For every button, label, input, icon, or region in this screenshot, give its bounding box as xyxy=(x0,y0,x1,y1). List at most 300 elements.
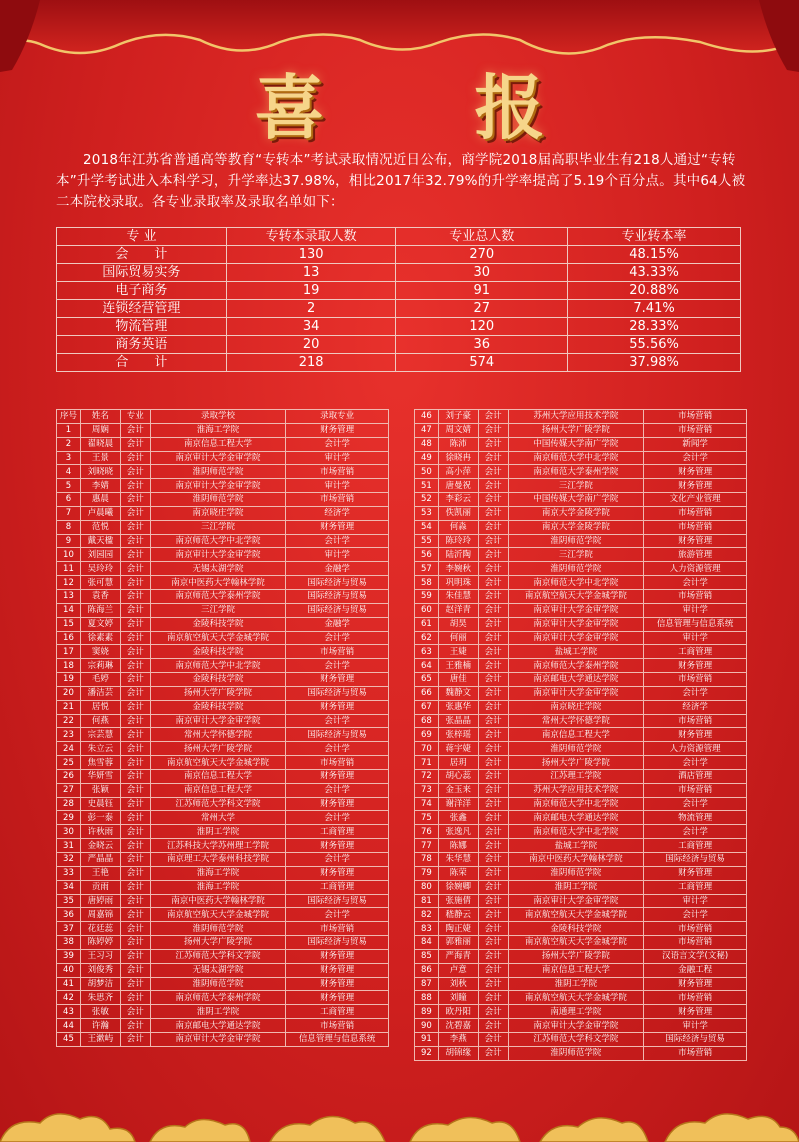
table-row xyxy=(415,506,747,520)
admitted-program: 会计学 xyxy=(286,742,389,756)
student-name: 严海青 xyxy=(438,949,478,963)
student-major: 会计 xyxy=(120,811,150,825)
student-major: 会计 xyxy=(120,977,150,991)
student-name: 张梓瑶 xyxy=(438,728,478,742)
table-row xyxy=(57,548,389,562)
table-row xyxy=(415,479,747,493)
admitted-school: 三江学院 xyxy=(508,548,644,562)
summary-total: 574 xyxy=(396,354,568,372)
student-major: 会计 xyxy=(120,437,150,451)
table-row xyxy=(415,853,747,867)
table-row xyxy=(57,922,389,936)
table-row xyxy=(415,589,747,603)
student-major: 会计 xyxy=(478,506,508,520)
admitted-school: 南京审计大学金审学院 xyxy=(150,714,286,728)
table-row xyxy=(57,645,389,659)
admitted-program: 会计学 xyxy=(644,756,747,770)
admitted-school: 南京中医药大学翰林学院 xyxy=(150,576,286,590)
student-name: 蒋宇婕 xyxy=(438,742,478,756)
student-major: 会计 xyxy=(478,853,508,867)
student-major: 会计 xyxy=(478,949,508,963)
row-number: 19 xyxy=(57,673,81,687)
table-row xyxy=(57,908,389,922)
admitted-program: 汉语言文学(文秘) xyxy=(644,949,747,963)
summary-table xyxy=(56,227,741,372)
student-major: 会计 xyxy=(478,1005,508,1019)
admitted-school: 南京大学金陵学院 xyxy=(508,506,644,520)
student-major: 会计 xyxy=(478,603,508,617)
table-row xyxy=(57,700,389,714)
student-name: 高小萍 xyxy=(438,465,478,479)
admitted-school: 南京审计大学金审学院 xyxy=(150,451,286,465)
admitted-school: 金陵科技学院 xyxy=(150,700,286,714)
student-name: 毛婷 xyxy=(80,673,120,687)
admitted-program: 国际经济与贸易 xyxy=(644,1032,747,1046)
table-row xyxy=(415,797,747,811)
student-major: 会计 xyxy=(120,991,150,1005)
table-row xyxy=(415,783,747,797)
admitted-school: 南京审计大学金审学院 xyxy=(508,631,644,645)
admitted-school: 南京理工大学泰州科技学院 xyxy=(150,853,286,867)
row-number: 67 xyxy=(415,700,439,714)
admitted-school: 淮阴工学院 xyxy=(508,880,644,894)
student-major: 会计 xyxy=(478,534,508,548)
table-row xyxy=(57,534,389,548)
student-name: 王雅楠 xyxy=(438,659,478,673)
table-row xyxy=(415,437,747,451)
admitted-program: 会计学 xyxy=(286,659,389,673)
student-name: 居悦 xyxy=(80,700,120,714)
summary-major: 商务英语 xyxy=(57,336,227,354)
table-row xyxy=(57,479,389,493)
student-major: 会计 xyxy=(478,548,508,562)
admitted-school: 淮阴工学院 xyxy=(150,825,286,839)
table-row xyxy=(415,562,747,576)
admitted-program: 会计学 xyxy=(286,534,389,548)
admitted-school: 盐城工学院 xyxy=(508,839,644,853)
admitted-program: 人力资源管理 xyxy=(644,742,747,756)
student-major: 会计 xyxy=(478,742,508,756)
row-number: 84 xyxy=(415,936,439,950)
admitted-program: 工商管理 xyxy=(286,825,389,839)
student-name: 李彩云 xyxy=(438,493,478,507)
admitted-program: 财务管理 xyxy=(644,534,747,548)
curtain-decoration xyxy=(0,0,799,72)
admitted-school: 南京审计大学金审学院 xyxy=(508,603,644,617)
admitted-school: 南京中医药大学翰林学院 xyxy=(508,853,644,867)
student-name: 潘洁芸 xyxy=(80,686,120,700)
student-name: 刘俊秀 xyxy=(80,963,120,977)
student-major: 会计 xyxy=(478,686,508,700)
row-number: 48 xyxy=(415,437,439,451)
table-row xyxy=(57,783,389,797)
admitted-program: 市场营销 xyxy=(644,922,747,936)
student-major: 会计 xyxy=(120,936,150,950)
student-major: 会计 xyxy=(120,659,150,673)
student-name: 李婧 xyxy=(80,479,120,493)
student-major: 会计 xyxy=(478,493,508,507)
row-number: 59 xyxy=(415,589,439,603)
admitted-program: 审计学 xyxy=(644,1019,747,1033)
admitted-school: 金陵科技学院 xyxy=(150,673,286,687)
title-char-2: 报 xyxy=(474,66,545,149)
row-number: 78 xyxy=(415,853,439,867)
student-name: 王艳 xyxy=(80,866,120,880)
student-major: 会计 xyxy=(478,880,508,894)
row-number: 68 xyxy=(415,714,439,728)
admitted-program: 物流管理 xyxy=(644,811,747,825)
admitted-program: 会计学 xyxy=(286,853,389,867)
table-row xyxy=(415,894,747,908)
row-number: 42 xyxy=(57,991,81,1005)
student-major: 会计 xyxy=(120,894,150,908)
student-major: 会计 xyxy=(478,479,508,493)
student-name: 居玥 xyxy=(438,756,478,770)
student-major: 会计 xyxy=(120,949,150,963)
table-row xyxy=(415,742,747,756)
table-row xyxy=(415,576,747,590)
admitted-program: 市场营销 xyxy=(644,714,747,728)
table-row xyxy=(57,714,389,728)
table-row xyxy=(57,1032,389,1046)
row-number: 57 xyxy=(415,562,439,576)
student-name: 张惠华 xyxy=(438,700,478,714)
student-name: 欧丹阳 xyxy=(438,1005,478,1019)
student-major: 会计 xyxy=(120,562,150,576)
student-name: 何淼 xyxy=(438,520,478,534)
student-major: 会计 xyxy=(478,589,508,603)
student-name: 范悦 xyxy=(80,520,120,534)
summary-major: 国际贸易实务 xyxy=(57,264,227,282)
admitted-program: 财务管理 xyxy=(286,963,389,977)
admitted-school: 扬州大学广陵学院 xyxy=(508,949,644,963)
student-name: 陈荣 xyxy=(438,866,478,880)
row-number: 70 xyxy=(415,742,439,756)
admitted-program: 市场营销 xyxy=(644,1046,747,1060)
row-number: 74 xyxy=(415,797,439,811)
table-row xyxy=(415,963,747,977)
student-major: 会计 xyxy=(478,423,508,437)
admitted-school: 南京信息工程大学 xyxy=(150,437,286,451)
table-row xyxy=(57,866,389,880)
admitted-school: 淮阴师范学院 xyxy=(150,493,286,507)
admitted-school: 扬州大学广陵学院 xyxy=(150,936,286,950)
list-header-major: 专业 xyxy=(120,410,150,424)
admitted-school: 南京航空航天大学金城学院 xyxy=(150,631,286,645)
student-major: 会计 xyxy=(478,783,508,797)
cloud-decoration xyxy=(0,1105,799,1142)
row-number: 62 xyxy=(415,631,439,645)
admitted-program: 审计学 xyxy=(286,548,389,562)
row-number: 56 xyxy=(415,548,439,562)
row-number: 7 xyxy=(57,506,81,520)
admitted-program: 审计学 xyxy=(286,451,389,465)
student-name: 赵洋青 xyxy=(438,603,478,617)
student-major: 会计 xyxy=(120,853,150,867)
admitted-school: 南通理工学院 xyxy=(508,1005,644,1019)
row-number: 58 xyxy=(415,576,439,590)
student-name: 窦娆 xyxy=(80,645,120,659)
student-major: 会计 xyxy=(120,589,150,603)
row-number: 27 xyxy=(57,783,81,797)
student-name: 巩明珠 xyxy=(438,576,478,590)
row-number: 80 xyxy=(415,880,439,894)
table-row xyxy=(57,617,389,631)
table-row xyxy=(415,991,747,1005)
table-row xyxy=(415,1019,747,1033)
admitted-school: 常州大学 xyxy=(150,811,286,825)
admitted-school: 南京师范大学中北学院 xyxy=(150,534,286,548)
student-name: 史晨钰 xyxy=(80,797,120,811)
student-major: 会计 xyxy=(478,520,508,534)
admitted-school: 南京审计大学金审学院 xyxy=(150,479,286,493)
admitted-program: 市场营销 xyxy=(644,410,747,424)
student-name: 陈玲玲 xyxy=(438,534,478,548)
admitted-school: 扬州大学广陵学院 xyxy=(150,742,286,756)
table-row xyxy=(57,659,389,673)
student-major: 会计 xyxy=(120,1005,150,1019)
table-row xyxy=(415,603,747,617)
admitted-program: 金融学 xyxy=(286,617,389,631)
table-row xyxy=(57,811,389,825)
student-name: 朱佳慧 xyxy=(438,589,478,603)
row-number: 17 xyxy=(57,645,81,659)
table-row xyxy=(57,797,389,811)
student-name: 翟晓晨 xyxy=(80,437,120,451)
student-name: 李燕 xyxy=(438,1032,478,1046)
row-number: 32 xyxy=(57,853,81,867)
summary-total: 30 xyxy=(396,264,568,282)
admitted-program: 财务管理 xyxy=(644,1005,747,1019)
table-row xyxy=(415,465,747,479)
student-major: 会计 xyxy=(478,908,508,922)
admitted-school: 淮阴师范学院 xyxy=(150,977,286,991)
row-number: 66 xyxy=(415,686,439,700)
admitted-program: 财务管理 xyxy=(644,866,747,880)
admitted-program: 市场营销 xyxy=(644,423,747,437)
admitted-school: 淮阴师范学院 xyxy=(508,1046,644,1060)
student-name: 张逸凡 xyxy=(438,825,478,839)
summary-admitted: 19 xyxy=(226,282,396,300)
intro-paragraph: 2018年江苏省普通高等教育“专转本”考试录取情况近日公布，商学院2018届高职毕业生有218人通过“专转本”升学考试进入本科学习，升学率达37.98%，相比2017年32.79%的升学率提高了5.19个百分点。其中64人被二本院校录取。各专业录取率及录取名单如下： xyxy=(56,152,746,210)
row-number: 91 xyxy=(415,1032,439,1046)
admitted-program: 旅游管理 xyxy=(644,548,747,562)
student-major: 会计 xyxy=(478,797,508,811)
page-title xyxy=(0,66,799,149)
admitted-program: 国际经济与贸易 xyxy=(286,728,389,742)
table-row xyxy=(415,811,747,825)
row-number: 83 xyxy=(415,922,439,936)
admitted-school: 淮阴师范学院 xyxy=(150,465,286,479)
student-major: 会计 xyxy=(120,1032,150,1046)
table-row xyxy=(415,949,747,963)
student-major: 会计 xyxy=(478,811,508,825)
admitted-program: 工商管理 xyxy=(644,880,747,894)
student-major: 会计 xyxy=(120,700,150,714)
table-row xyxy=(415,617,747,631)
row-number: 82 xyxy=(415,908,439,922)
table-row xyxy=(57,451,389,465)
student-name: 宗芸慧 xyxy=(80,728,120,742)
student-name: 刘园园 xyxy=(80,548,120,562)
admitted-school: 淮海工学院 xyxy=(150,880,286,894)
student-name: 唐婷雨 xyxy=(80,894,120,908)
admitted-program: 国际经济与贸易 xyxy=(286,936,389,950)
student-name: 刘瞳 xyxy=(438,991,478,1005)
student-major: 会计 xyxy=(478,963,508,977)
admitted-school: 淮阴师范学院 xyxy=(508,866,644,880)
student-major: 会计 xyxy=(478,866,508,880)
row-number: 41 xyxy=(57,977,81,991)
student-major: 会计 xyxy=(120,839,150,853)
student-major: 会计 xyxy=(478,437,508,451)
admitted-school: 江苏师范大学科文学院 xyxy=(150,949,286,963)
student-name: 宗莉琳 xyxy=(80,659,120,673)
admitted-school: 淮阴师范学院 xyxy=(508,562,644,576)
row-number: 36 xyxy=(57,908,81,922)
row-number: 28 xyxy=(57,797,81,811)
table-row xyxy=(57,437,389,451)
student-name: 花廷蕊 xyxy=(80,922,120,936)
row-number: 92 xyxy=(415,1046,439,1060)
admitted-program: 市场营销 xyxy=(644,783,747,797)
table-row xyxy=(57,949,389,963)
student-name: 朱思齐 xyxy=(80,991,120,1005)
admitted-school: 淮阴工学院 xyxy=(508,977,644,991)
student-name: 张鑫 xyxy=(438,811,478,825)
row-number: 54 xyxy=(415,520,439,534)
table-row xyxy=(57,825,389,839)
admitted-program: 财务管理 xyxy=(286,769,389,783)
table-row xyxy=(415,631,747,645)
admitted-school: 南京师范大学泰州学院 xyxy=(508,465,644,479)
row-number: 65 xyxy=(415,673,439,687)
admitted-program: 市场营销 xyxy=(286,493,389,507)
admitted-program: 财务管理 xyxy=(286,977,389,991)
admitted-program: 审计学 xyxy=(644,631,747,645)
admitted-school: 江苏师范大学科文学院 xyxy=(508,1032,644,1046)
admitted-program: 金融工程 xyxy=(644,963,747,977)
row-number: 35 xyxy=(57,894,81,908)
student-major: 会计 xyxy=(120,576,150,590)
admitted-school: 南京师范大学泰州学院 xyxy=(150,991,286,1005)
row-number: 81 xyxy=(415,894,439,908)
row-number: 1 xyxy=(57,423,81,437)
table-row xyxy=(57,880,389,894)
student-major: 会计 xyxy=(120,908,150,922)
table-row xyxy=(415,673,747,687)
summary-rate: 7.41% xyxy=(568,300,741,318)
summary-row xyxy=(57,354,741,372)
row-number: 21 xyxy=(57,700,81,714)
admitted-school: 淮阴工学院 xyxy=(150,1005,286,1019)
row-number: 64 xyxy=(415,659,439,673)
table-row xyxy=(415,645,747,659)
row-number: 6 xyxy=(57,493,81,507)
student-major: 会计 xyxy=(478,756,508,770)
admitted-program: 文化产业管理 xyxy=(644,493,747,507)
admitted-program: 经济学 xyxy=(286,506,389,520)
table-row xyxy=(415,866,747,880)
admitted-school: 南京审计大学金审学院 xyxy=(150,1032,286,1046)
student-name: 陈海兰 xyxy=(80,603,120,617)
admitted-program: 会计学 xyxy=(644,686,747,700)
student-major: 会计 xyxy=(478,451,508,465)
admitted-program: 市场营销 xyxy=(286,645,389,659)
summary-total: 91 xyxy=(396,282,568,300)
student-name: 周娴 xyxy=(80,423,120,437)
admitted-program: 财务管理 xyxy=(286,797,389,811)
student-name: 徐晓冉 xyxy=(438,451,478,465)
table-row xyxy=(57,756,389,770)
row-number: 40 xyxy=(57,963,81,977)
admitted-program: 市场营销 xyxy=(644,520,747,534)
list-header-no: 序号 xyxy=(57,410,81,424)
admitted-school: 三江学院 xyxy=(508,479,644,493)
admitted-program: 审计学 xyxy=(286,479,389,493)
row-number: 25 xyxy=(57,756,81,770)
student-name: 刘晓晓 xyxy=(80,465,120,479)
title-char-1: 喜 xyxy=(254,66,325,149)
table-row xyxy=(415,520,747,534)
student-major: 会计 xyxy=(478,894,508,908)
admitted-school: 南京信息工程大学 xyxy=(150,769,286,783)
admitted-program: 财务管理 xyxy=(644,479,747,493)
summary-admitted: 130 xyxy=(226,246,396,264)
student-name: 谢洋洋 xyxy=(438,797,478,811)
student-name: 朱华慧 xyxy=(438,853,478,867)
admitted-program: 工商管理 xyxy=(286,880,389,894)
student-major: 会计 xyxy=(478,576,508,590)
admitted-program: 财务管理 xyxy=(644,465,747,479)
admitted-program: 会计学 xyxy=(644,825,747,839)
summary-row xyxy=(57,300,741,318)
student-name: 金玉来 xyxy=(438,783,478,797)
row-number: 71 xyxy=(415,756,439,770)
summary-header-row xyxy=(57,228,741,246)
student-major: 会计 xyxy=(478,728,508,742)
student-name: 金晓云 xyxy=(80,839,120,853)
admitted-program: 市场营销 xyxy=(644,589,747,603)
student-name: 胡梦洁 xyxy=(80,977,120,991)
admitted-program: 财务管理 xyxy=(286,991,389,1005)
row-number: 63 xyxy=(415,645,439,659)
student-name: 李婉秋 xyxy=(438,562,478,576)
table-row xyxy=(415,936,747,950)
admitted-program: 国际经济与贸易 xyxy=(644,853,747,867)
student-name: 周文婧 xyxy=(438,423,478,437)
admitted-school: 南京师范大学中北学院 xyxy=(508,576,644,590)
admitted-school: 三江学院 xyxy=(150,520,286,534)
admitted-school: 南京信息工程大学 xyxy=(508,728,644,742)
admitted-school: 南京航空航天大学金城学院 xyxy=(508,936,644,950)
student-major: 会计 xyxy=(478,617,508,631)
student-major: 会计 xyxy=(120,880,150,894)
table-row xyxy=(415,1032,747,1046)
summary-major: 会 计 xyxy=(57,246,227,264)
admitted-program: 国际经济与贸易 xyxy=(286,894,389,908)
row-number: 51 xyxy=(415,479,439,493)
student-name: 陈娜 xyxy=(438,839,478,853)
summary-total: 120 xyxy=(396,318,568,336)
student-name: 张晶晶 xyxy=(438,714,478,728)
row-number: 52 xyxy=(415,493,439,507)
admitted-program: 市场营销 xyxy=(286,756,389,770)
row-number: 38 xyxy=(57,936,81,950)
summary-rate: 20.88% xyxy=(568,282,741,300)
student-name: 吴玲玲 xyxy=(80,562,120,576)
student-major: 会计 xyxy=(120,866,150,880)
